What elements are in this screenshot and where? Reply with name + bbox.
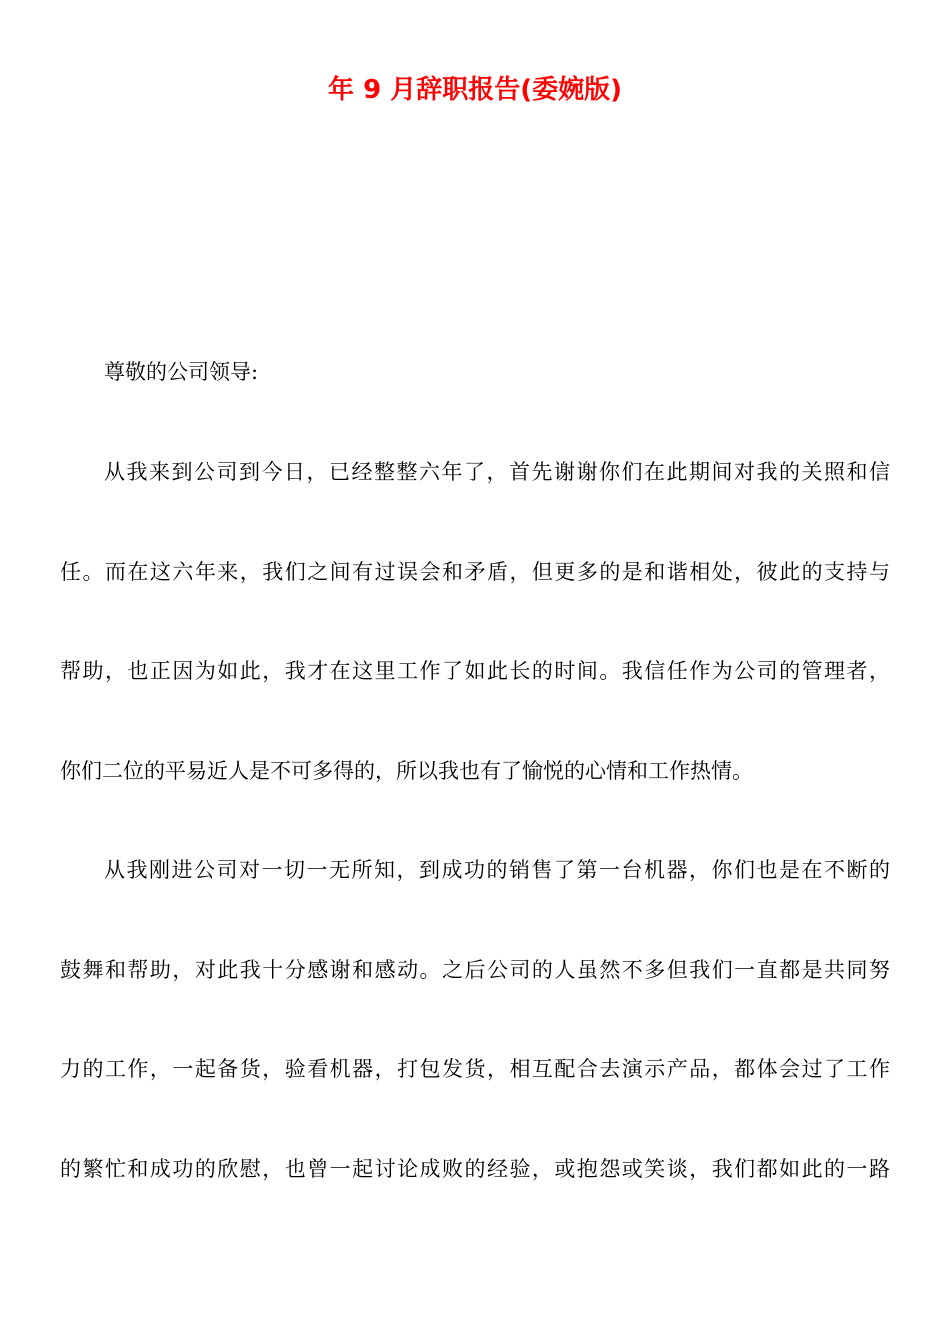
paragraph-2-line-1: 从我刚进公司对一切一无所知，到成功的销售了第一台机器，你们也是在不断的 <box>104 858 890 882</box>
paragraph-2-line-3: 力的工作，一起备货，验看机器，打包发货，相互配合去演示产品，都体会过了工作 <box>60 1057 890 1081</box>
paragraph-1-line-4: 你们二位的平易近人是不可多得的，所以我也有了愉悦的心情和工作热情。 <box>60 759 753 783</box>
paragraph-1-line-2: 任。而在这六年来，我们之间有过误会和矛盾，但更多的是和谐相处，彼此的支持与 <box>60 560 890 584</box>
paragraph-1-line-3: 帮助，也正因为如此，我才在这里工作了如此长的时间。我信任作为公司的管理者， <box>60 659 890 683</box>
salutation: 尊敬的公司领导: <box>104 360 259 384</box>
paragraph-2-line-2: 鼓舞和帮助，对此我十分感谢和感动。之后公司的人虽然不多但我们一直都是共同努 <box>60 958 890 982</box>
paragraph-1-line-1: 从我来到公司到今日，已经整整六年了，首先谢谢你们在此期间对我的关照和信 <box>104 460 890 484</box>
paragraph-2-line-4: 的繁忙和成功的欣慰，也曾一起讨论成败的经验，或抱怨或笑谈，我们都如此的一路 <box>60 1157 890 1181</box>
document-title: 年 9 月辞职报告(委婉版) <box>328 75 622 105</box>
